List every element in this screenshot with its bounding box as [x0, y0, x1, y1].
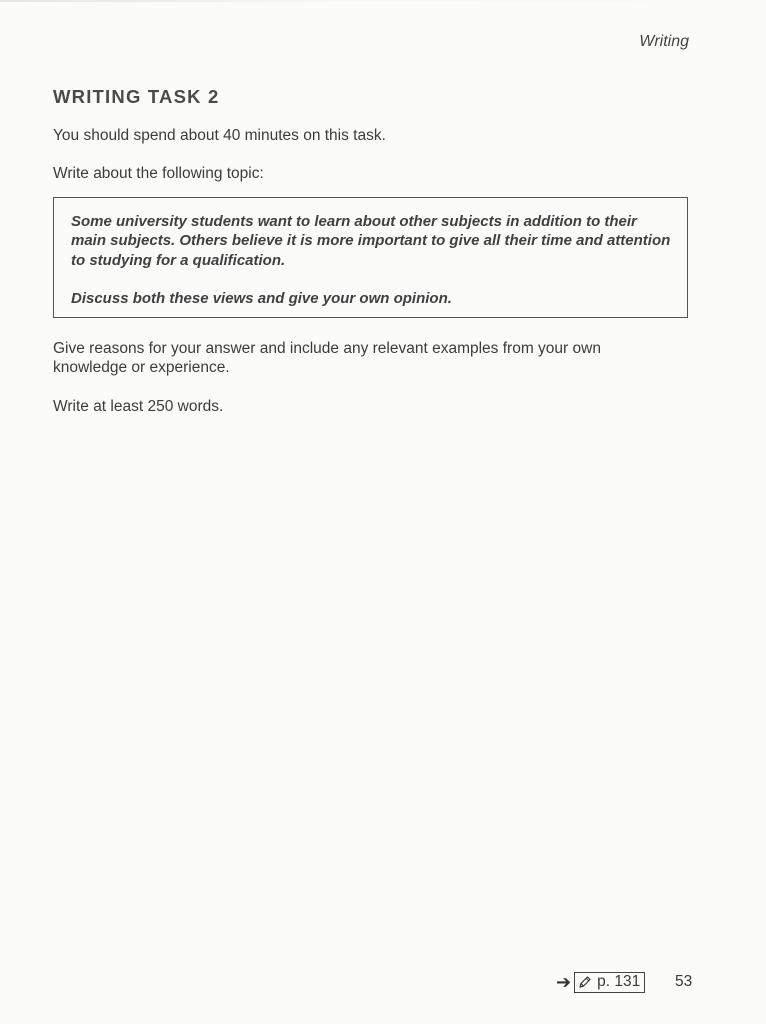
reasons-instruction: Give reasons for your answer and include any relevant examples from your own knowledge or experience.	[53, 340, 601, 376]
page-reference	[556, 971, 645, 993]
page-number: 53	[675, 973, 693, 990]
page-reference-text: p. 131	[597, 973, 641, 990]
arrow-right-icon: ➔	[556, 972, 572, 992]
topic-question: Discuss both these views and give your own opinion.	[71, 289, 452, 307]
page-top-edge	[0, 0, 766, 2]
time-instruction: You should spend about 40 minutes on this task.	[53, 127, 386, 144]
page-reference-box	[574, 972, 645, 993]
topic-statement: Some university students want to learn about other subjects in addition to their main subjects. Others believe it is more important to give all their time and attention to studying for a qualification.	[71, 213, 671, 269]
topic-box	[53, 197, 688, 318]
word-count-instruction: Write at least 250 words.	[53, 398, 224, 415]
topic-intro: Write about the following topic:	[53, 165, 264, 182]
task-title: WRITING TASK 2	[53, 86, 220, 107]
section-label: Writing	[639, 33, 689, 50]
pencil-icon	[578, 975, 592, 989]
